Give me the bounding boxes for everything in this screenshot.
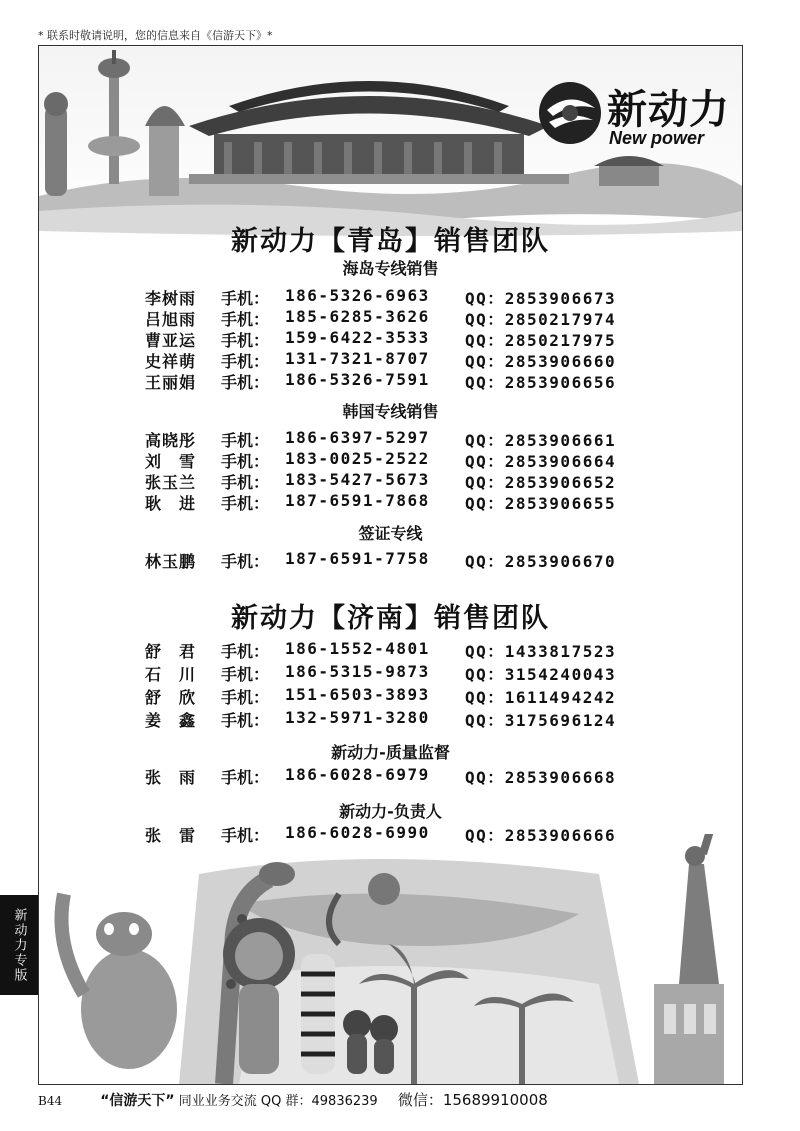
phone-number: 186-6028-6990 bbox=[285, 823, 430, 842]
phone-number: 186-6028-6979 bbox=[285, 765, 430, 784]
qq-number: QQ：2853906660 bbox=[465, 352, 617, 371]
logo-english-text: New power bbox=[609, 128, 705, 148]
contact-name: 吕旭雨 bbox=[145, 310, 197, 329]
section-title-island: 海岛专线销售 bbox=[342, 259, 439, 278]
section-title-quality: 新动力-质量监督 bbox=[331, 743, 450, 762]
section-title-korea: 韩国专线销售 bbox=[342, 402, 439, 421]
phone-number: 183-0025-2522 bbox=[285, 449, 430, 468]
phone-number: 187-6591-7868 bbox=[285, 491, 430, 510]
phone-number: 186-6397-5297 bbox=[285, 428, 430, 447]
phone-number: 186-5315-9873 bbox=[285, 662, 430, 681]
footer-qq-group: 同业业务交流 QQ 群：49836239 bbox=[178, 1094, 378, 1109]
contact-name: 张 雨 bbox=[145, 768, 197, 787]
contact-name: 刘 雪 bbox=[145, 452, 197, 471]
page-number: B44 bbox=[38, 1094, 63, 1108]
phone-label: 手机： bbox=[221, 768, 270, 787]
section-title-visa: 签证专线 bbox=[358, 524, 423, 543]
contact-name: 曹亚运 bbox=[145, 331, 197, 350]
phone-number: 185-6285-3626 bbox=[285, 307, 430, 326]
phone-number: 186-1552-4801 bbox=[285, 639, 430, 658]
qq-number: QQ：2853906668 bbox=[465, 768, 617, 787]
logo-chinese-text: 新动力 bbox=[607, 87, 730, 133]
phone-label: 手机： bbox=[221, 494, 270, 513]
contact-name: 王丽娟 bbox=[145, 373, 197, 392]
qq-number: QQ：2853906666 bbox=[465, 826, 617, 845]
qq-number: QQ：2853906661 bbox=[465, 431, 617, 450]
qq-number: QQ：2850217975 bbox=[465, 331, 617, 350]
phone-number: 131-7321-8707 bbox=[285, 349, 430, 368]
phone-label: 手机： bbox=[221, 473, 270, 492]
contact-name: 姜 鑫 bbox=[145, 711, 197, 730]
footer-travel-illustration bbox=[39, 834, 742, 1084]
qq-number: QQ：2853906652 bbox=[465, 473, 617, 492]
qingdao-team-title: 新动力【青岛】销售团队 bbox=[231, 226, 550, 257]
contact-name: 史祥萌 bbox=[145, 352, 197, 371]
contact-name: 林玉鹏 bbox=[145, 552, 197, 571]
qq-number: QQ：3154240043 bbox=[465, 665, 617, 684]
phone-label: 手机： bbox=[221, 665, 270, 684]
phone-label: 手机： bbox=[221, 373, 270, 392]
phone-label: 手机： bbox=[221, 826, 270, 845]
contact-name: 高晓彤 bbox=[145, 431, 197, 450]
contact-name: 李树雨 bbox=[145, 289, 197, 308]
side-tab-label: 新动力专版 bbox=[0, 895, 38, 995]
footer-wechat: 微信：15689910008 bbox=[397, 1091, 548, 1109]
contact-name: 舒 欣 bbox=[145, 688, 197, 707]
phone-number: 132-5971-3280 bbox=[285, 708, 430, 727]
phone-number: 183-5427-5673 bbox=[285, 470, 430, 489]
qq-number: QQ：3175696124 bbox=[465, 711, 617, 730]
footer-brand: “信游天下” bbox=[100, 1093, 175, 1109]
phone-label: 手机： bbox=[221, 452, 270, 471]
top-note: * 联系时敬请说明，您的信息来自《信游天下》* bbox=[38, 29, 273, 42]
qq-number: QQ：2853906670 bbox=[465, 552, 617, 571]
section-title-manager: 新动力-负责人 bbox=[339, 802, 442, 821]
phone-label: 手机： bbox=[221, 289, 270, 308]
contact-name: 舒 君 bbox=[145, 642, 197, 661]
phone-label: 手机： bbox=[221, 431, 270, 450]
jinan-team-title: 新动力【济南】销售团队 bbox=[231, 603, 550, 634]
contact-name: 石 川 bbox=[145, 665, 197, 684]
qq-number: QQ：1611494242 bbox=[465, 688, 617, 707]
qq-number: QQ：2853906664 bbox=[465, 452, 617, 471]
swirl-logo-icon bbox=[537, 80, 603, 146]
qq-number: QQ：2853906656 bbox=[465, 373, 617, 392]
phone-label: 手机： bbox=[221, 688, 270, 707]
phone-label: 手机： bbox=[221, 331, 270, 350]
footer-line bbox=[38, 1089, 548, 1110]
contact-name: 耿 进 bbox=[145, 494, 197, 513]
new-power-logo bbox=[537, 74, 737, 164]
phone-label: 手机： bbox=[221, 352, 270, 371]
contact-name: 张玉兰 bbox=[145, 473, 197, 492]
phone-number: 151-6503-3893 bbox=[285, 685, 430, 704]
phone-number: 186-5326-7591 bbox=[285, 370, 430, 389]
ad-page-frame bbox=[38, 45, 743, 1085]
qq-number: QQ：2853906673 bbox=[465, 289, 617, 308]
phone-number: 159-6422-3533 bbox=[285, 328, 430, 347]
phone-number: 187-6591-7758 bbox=[285, 549, 430, 568]
phone-number: 186-5326-6963 bbox=[285, 286, 430, 305]
qq-number: QQ：2850217974 bbox=[465, 310, 617, 329]
phone-label: 手机： bbox=[221, 642, 270, 661]
qq-number: QQ：2853906655 bbox=[465, 494, 617, 513]
phone-label: 手机： bbox=[221, 552, 270, 571]
contact-name: 张 雷 bbox=[145, 826, 197, 845]
phone-label: 手机： bbox=[221, 310, 270, 329]
phone-label: 手机： bbox=[221, 711, 270, 730]
qq-number: QQ：1433817523 bbox=[465, 642, 617, 661]
